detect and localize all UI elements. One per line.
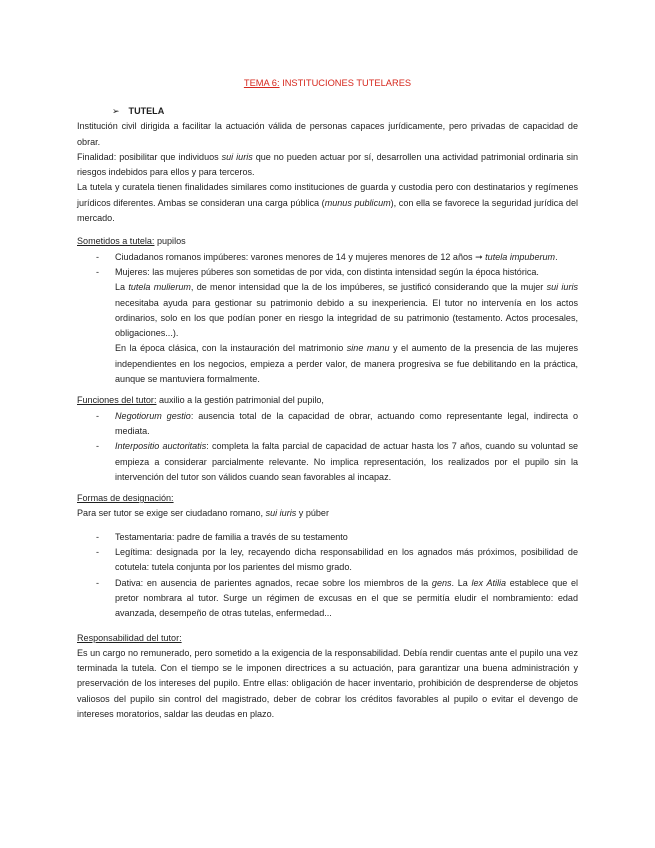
heading-text: TUTELA [128, 106, 165, 116]
paragraph-definition: Institución civil dirigida a facilitar la actuación válida de personas capaces jurídicamente, pero privadas de capacidad de obrar. [77, 121, 578, 147]
paragraph-tutela-curatela: La tutela y curatela tienen finalidades similares como instituciones de guarda y custodia pero con destinatarios y regímenes jurídicos diferentes. Ambas se consideran una carga pública (munus publicum), con ella se favorece la seguridad jurídica del mercado. [77, 182, 578, 224]
paragraph-finalidad: Finalidad: posibilitar que individuos sui iuris que no pueden actuar por sí, desarrollen una actividad patrimonial ordinaria sin riesgos indebidos para ellos y para terceros. [77, 151, 578, 178]
section-label: Responsabilidad del tutor: [77, 632, 182, 643]
section-heading-tutela [112, 104, 578, 119]
section-sometidos: Sometidos a tutela: pupilos [77, 236, 186, 247]
list-item: - Ciudadanos romanos impúberes: varones menores de 14 y mujeres menores de 12 años ➞ tutela impuberum. [96, 251, 558, 262]
paragraph-responsabilidad: Es un cargo no remunerado, pero sometido a la exigencia de la responsabilidad. Debía rendir cuentas ante el pupilo una vez terminada la tutela. Con el tiempo se le imponen directrices a su actuación, para garantizar una buena administración y preservación de los intereses del pupilo. Entre ellas: obligación de hacer inventario, prohibición de desprenderse de objetos valiosos del pupilo sin control del magistrado, deber de cobrar los créditos favorables al pupilo o evitar el devengo de intereses moratorios, saldar las deudas en plazo. [77, 647, 578, 719]
document-body [77, 104, 578, 722]
section-label: Sometidos a tutela: [77, 236, 155, 247]
list-item: - Interpositio auctoritatis: completa la falta parcial de capacidad de actuar hasta los 7 años, cuando su voluntad se empieza a considerar parcialmente relevante. No implica representación, los realizados por el pupilo sin la intervención del tutor son válidos cuando sean favorables al incapaz. [96, 441, 578, 482]
list-funciones [77, 409, 578, 485]
section-label: Formas de designación: [77, 493, 174, 504]
title-rest: INSTITUCIONES TUTELARES [279, 78, 412, 88]
list-item: - Testamentaria: padre de familia a través de su testamento [96, 531, 348, 542]
page-title [0, 76, 655, 91]
list-item: - Dativa: en ausencia de parientes agnados, recae sobre los miembros de la gens. La lex Atilia establece que el pretor nombrara al tutor. Surge un régimen de excusas en el que se permitía eludir el nombramiento: edad avanzada, desempeño de otras tutelas, enfermedad... [96, 577, 579, 619]
title-tema: TEMA 6: [243, 78, 280, 88]
list-item: - Negotiorum gestio: ausencia total de la capacidad de obrar, actuando como representante legal, indirecta o mediata. [96, 410, 578, 436]
paragraph-formas-intro: Para ser tutor se exige ser ciudadano romano, sui iuris y púber [77, 508, 329, 519]
list-sometidos [77, 250, 578, 388]
section-formas [77, 491, 578, 506]
section-label: Funciones del tutor: [77, 395, 157, 406]
section-responsabilidad [77, 631, 578, 646]
arrow-bullet-icon: ➢ [112, 106, 120, 116]
list-formas [77, 530, 578, 622]
list-item: - Mujeres: las mujeres púberes son sometidas de por vida, con distinta intensidad según la época histórica. La tutela mulierum, de menor intensidad que la de los impúberes, se justificó considerando que la mujer sui iuris necesitaba ayuda para gestionar su patrimonio debido a su inexperiencia. El tutor no intervenía en los actos ordinarios, solo en los que podían poner en riesgo la integridad de su patrimonio (testamento. Actos procesales, obligaciones...). En la época clásica, con la instauración del matrimonio sine manu y el aumento de la presencia de las mujeres independientes en los negocios, empieza a perder valor, de manera progresiva se fue debilitando en la práctica, aunque se mantuviera formalmente. [96, 266, 578, 385]
section-funciones: Funciones del tutor: auxilio a la gestión patrimonial del pupilo, [77, 395, 324, 406]
list-item: - Legítima: designada por la ley, recayendo dicha responsabilidad en los agnados más próximos, posibilidad de cotutela: tutela conjunta por los parientes del mismo grado. [96, 547, 578, 573]
